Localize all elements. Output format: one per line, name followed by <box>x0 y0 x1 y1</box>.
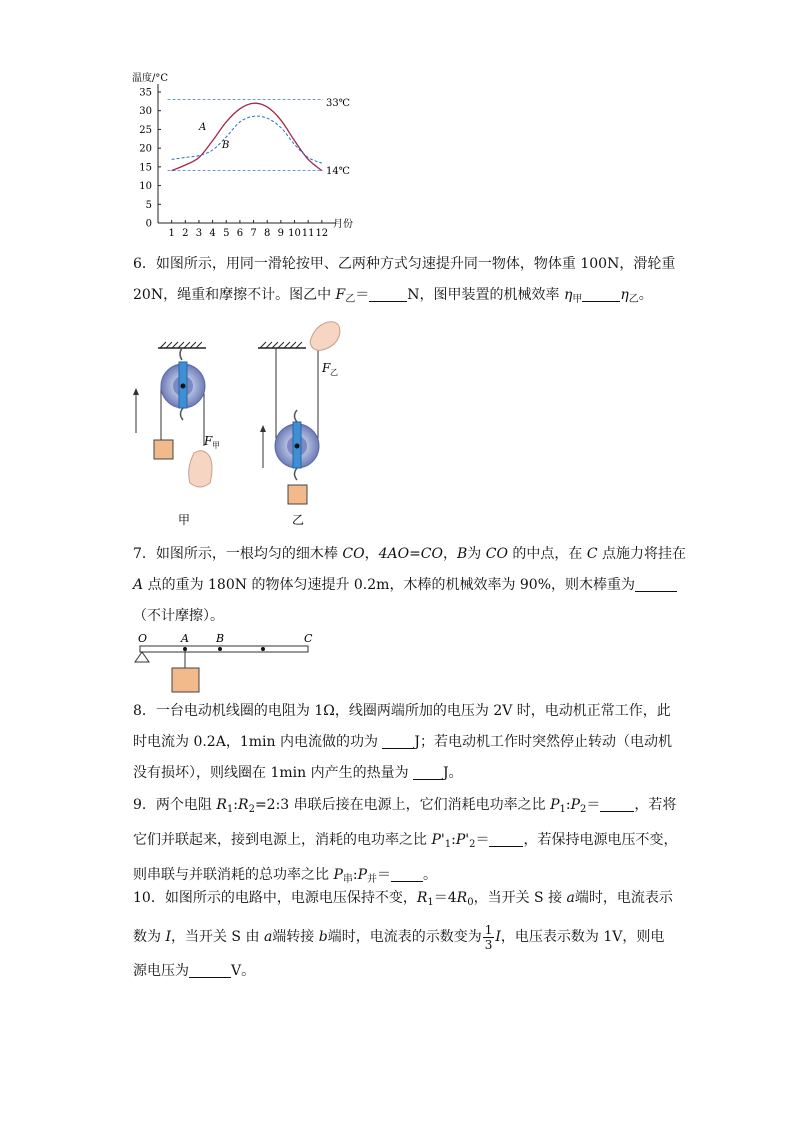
q8-blank-2[interactable] <box>413 763 443 780</box>
y-tick-label: 35 <box>139 87 152 99</box>
lever-label-o: O <box>138 632 148 645</box>
q6-line-2: 20N，绳重和摩擦不计。图乙中 $F_乙= N$，图甲装置的机械效率 $\eta_甲$ $\eta_乙$。 <box>133 287 653 305</box>
f-yi-label: F <box>322 361 331 375</box>
pulley-figure <box>128 318 348 533</box>
q10-line-1: 10．如图所示的电路中，电源电压保持不变，$R_1=4R_0$，当开关 S 接 a端时，电流表示 <box>133 890 673 908</box>
f-jia-sub: 甲 <box>212 441 220 450</box>
y-tick-label: 15 <box>139 162 152 174</box>
ref-line-label-top: 33℃ <box>326 98 350 109</box>
x-tick-label: 6 <box>236 228 244 239</box>
series-b-line <box>172 116 322 163</box>
x-tick-label: 3 <box>195 228 203 239</box>
q7-line-1: 7．如图所示，一根均匀的细木棒 CO，4AO=CO，B为 CO 的中点，在 C 点施力将挂在 <box>133 546 687 562</box>
temperature-chart <box>130 68 370 240</box>
f-jia-label: F <box>204 434 213 448</box>
series-b-label: B <box>222 140 230 151</box>
lever-label-c: C <box>304 632 313 645</box>
question-6 <box>133 249 676 315</box>
x-tick-label: 12 <box>315 228 329 239</box>
q9-line-3: 则串联与并联消耗的总功率之比 $P_串:P_并=$ 。 <box>133 867 438 885</box>
q10-fraction: $\frac{1}{3}$ <box>484 922 493 952</box>
q9-blank-3[interactable] <box>391 865 423 882</box>
y-tick-label: 30 <box>139 106 152 118</box>
q8-blank-1[interactable] <box>382 732 414 749</box>
x-tick-label: 11 <box>301 228 315 239</box>
pulley-yi <box>258 322 340 504</box>
chart-y-label: 温度/°C <box>132 73 169 84</box>
chart-x-label: 月份 <box>333 219 353 230</box>
q7-line-2: A 点的重为 180N 的物体匀速提升 0.2m，木棒的机械效率为 90%，则木棒重为 <box>133 570 673 601</box>
lever-label-a: A <box>181 632 189 645</box>
pulley-jia <box>133 342 212 487</box>
x-tick-label: 4 <box>209 228 216 239</box>
x-tick-label: 1 <box>168 228 175 239</box>
series-a-line <box>172 103 322 170</box>
x-tick-label: 7 <box>250 228 257 239</box>
q10-blank[interactable] <box>189 961 231 978</box>
question-7 <box>133 539 687 632</box>
y-tick-label: 20 <box>139 143 152 155</box>
q7-line-3: （不计摩擦）。 <box>133 608 224 624</box>
q10-line-3: 源电压为 V。 <box>133 963 256 979</box>
f-yi-sub: 乙 <box>330 368 338 377</box>
q6-line-1: 6．如图所示，用同一滑轮按甲、乙两种方式匀速提升同一物体，物体重 100N，滑轮重 <box>133 256 676 272</box>
ref-line-label-bottom: 14℃ <box>326 166 350 177</box>
q8-line-3: 没有损坏），则线圈在 1min 内产生的热量为 J。 <box>133 765 463 781</box>
lever-figure <box>130 630 320 695</box>
q10-line-2: 数为 I，当开关 S 由 a端转接 b端时，电流表的示数变为 $\frac{1}{3}$ I，电压表示数为 1V，则电 <box>133 922 665 952</box>
figure-label-jia: 甲 <box>178 513 191 527</box>
x-tick-label: 2 <box>182 228 189 239</box>
x-tick-label: 10 <box>288 228 301 239</box>
x-tick-label: 8 <box>264 228 271 239</box>
y-tick-label: 25 <box>139 124 152 136</box>
q7-blank[interactable] <box>635 575 677 592</box>
q9-line-2: 它们并联起来，接到电源上，消耗的电功率之比 $P'_1:P'_2=$ ，若保持电源电压不变， <box>133 832 678 850</box>
series-a-label: A <box>199 122 207 133</box>
q6-blank-2[interactable] <box>582 285 620 302</box>
q6-blank-1[interactable] <box>369 285 407 302</box>
q9-blank-1[interactable] <box>600 795 634 812</box>
y-tick-label: 0 <box>145 218 152 230</box>
question-10 <box>133 883 673 987</box>
q8-line-1: 8．一台电动机线圈的电阻为 1Ω，线圈两端所加的电压为 2V 时，电动机正常工作，此 <box>133 703 671 719</box>
chart-plot <box>139 84 336 239</box>
figure-label-yi: 乙 <box>292 513 305 527</box>
q9-line-1: 9．两个电阻 $R_1:R_2=2:3$ 串联后接在电源上，它们消耗电功率之比 $P_1:P_2=$ ，若将 <box>133 797 677 815</box>
y-tick-label: 10 <box>139 181 152 193</box>
question-8 <box>133 696 673 789</box>
q8-line-2: 时电流为 0.2A，1min 内电流做的功为 J；若电动机工作时突然停止转动（电动机 <box>133 734 673 750</box>
x-tick-label: 9 <box>277 228 285 239</box>
x-tick-label: 5 <box>223 228 230 239</box>
y-tick-label: 5 <box>145 199 152 211</box>
q9-blank-2[interactable] <box>489 830 523 847</box>
question-9 <box>133 790 678 895</box>
lever-label-b: B <box>216 632 225 645</box>
